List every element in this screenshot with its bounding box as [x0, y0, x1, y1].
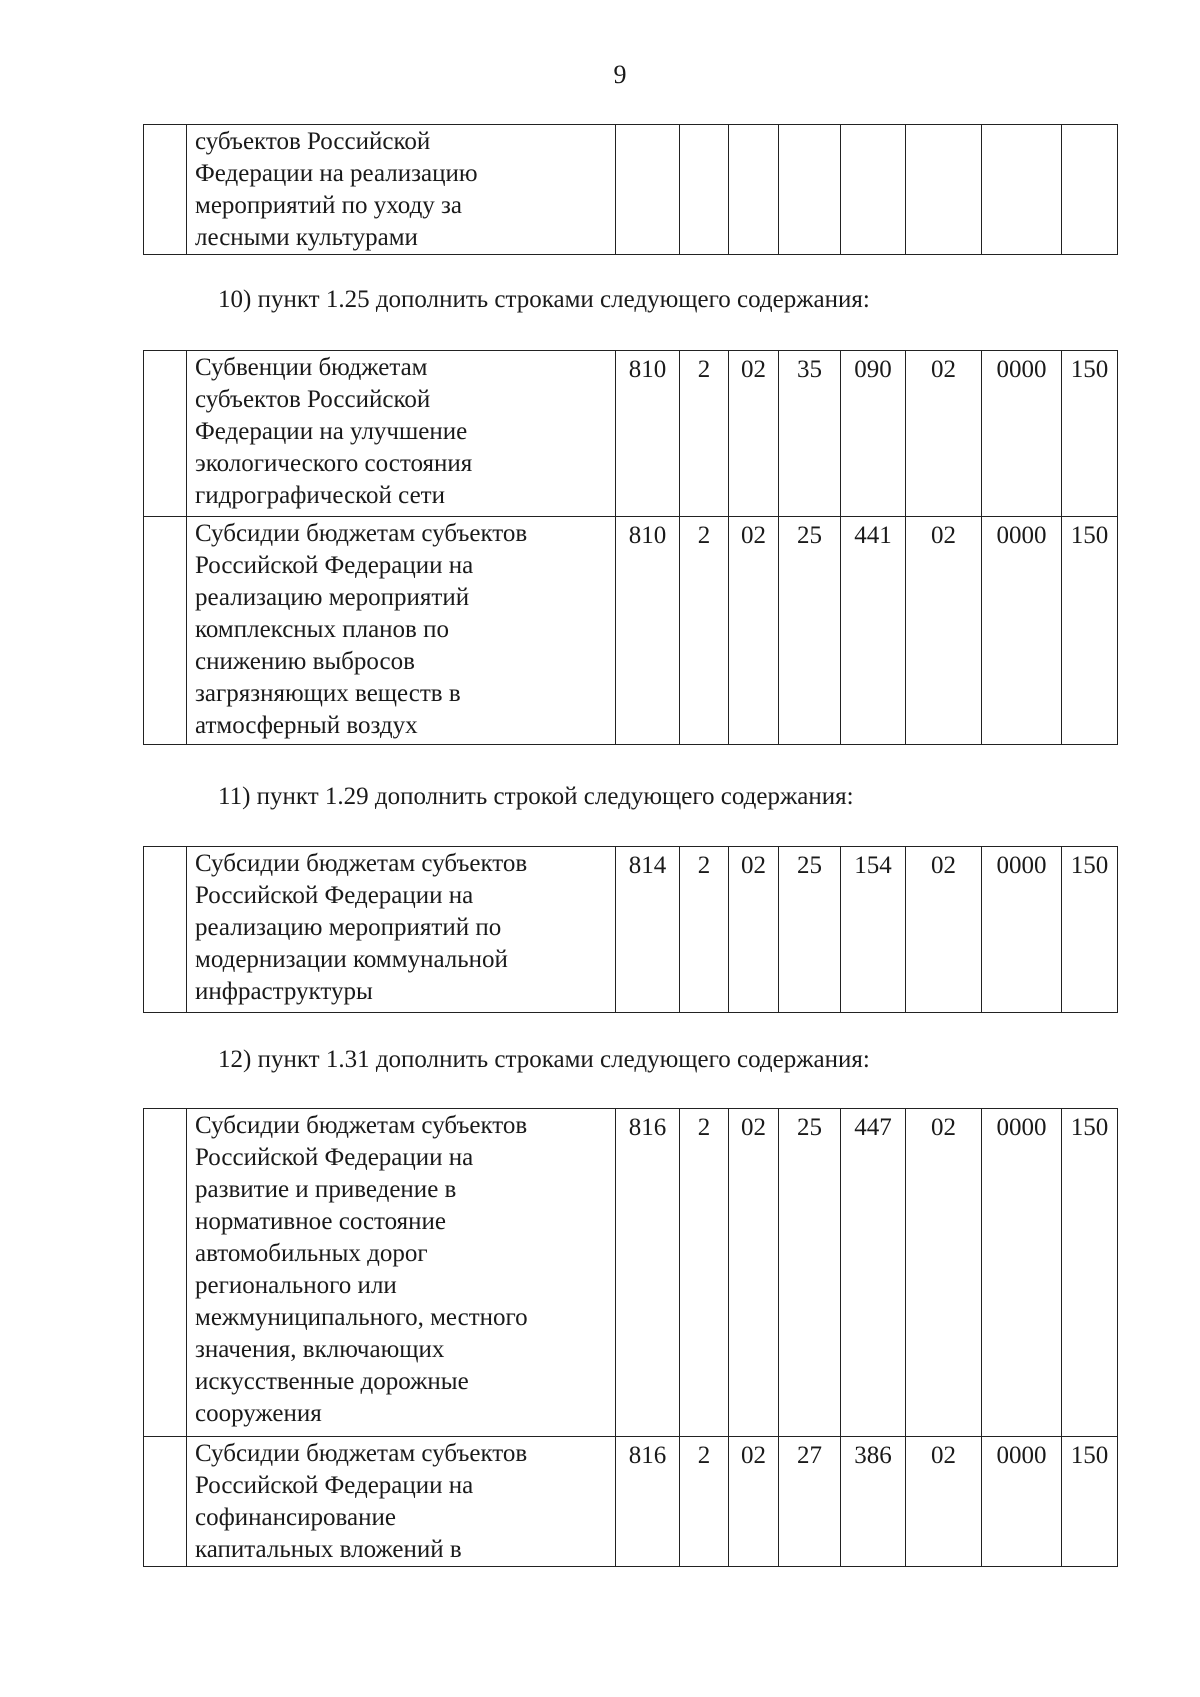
description-line: искусственные дорожные	[195, 1368, 469, 1395]
code-cell	[729, 125, 779, 255]
code-cell: 0000	[982, 1437, 1062, 1567]
code-cell: 02	[729, 517, 779, 745]
table-row	[144, 847, 1118, 1013]
description-cell	[187, 1437, 616, 1567]
code-cell: 810	[616, 351, 680, 517]
description-line: межмуниципального, местного	[195, 1304, 528, 1331]
description-line: Федерации на реализацию	[195, 160, 478, 187]
code-cell: 2	[680, 517, 729, 745]
code-cell: 816	[616, 1437, 680, 1567]
row-index-cell	[144, 125, 187, 255]
description-line: Субсидии бюджетам субъектов	[195, 1440, 528, 1467]
code-cell: 150	[1062, 351, 1118, 517]
code-cell: 25	[779, 1109, 841, 1437]
code-cell: 150	[1062, 1437, 1118, 1567]
description-cell	[187, 1109, 616, 1437]
description-cell	[187, 125, 616, 255]
table-row	[144, 125, 1118, 255]
code-cell	[779, 125, 841, 255]
table-row	[144, 1109, 1118, 1437]
code-cell: 386	[841, 1437, 906, 1567]
code-cell: 816	[616, 1109, 680, 1437]
description-line: реализацию мероприятий	[195, 584, 470, 611]
description-line: гидрографической сети	[195, 482, 445, 509]
description-line: автомобильных дорог	[195, 1240, 428, 1267]
row-index-cell	[144, 847, 187, 1013]
description-line: развитие и приведение в	[195, 1176, 457, 1203]
code-cell: 090	[841, 351, 906, 517]
code-cell: 02	[729, 1109, 779, 1437]
code-cell: 25	[779, 517, 841, 745]
row-index-cell	[144, 351, 187, 517]
description-line: нормативное состояние	[195, 1208, 447, 1235]
page-number: 9	[613, 60, 627, 89]
code-cell: 0000	[982, 847, 1062, 1013]
description-line: Субсидии бюджетам субъектов	[195, 850, 528, 877]
code-cell: 150	[1062, 1109, 1118, 1437]
code-cell: 154	[841, 847, 906, 1013]
table-row	[144, 517, 1118, 745]
code-cell: 0000	[982, 1109, 1062, 1437]
code-cell: 02	[729, 1437, 779, 1567]
code-cell	[1062, 125, 1118, 255]
description-line: софинансирование	[195, 1504, 396, 1531]
code-cell	[616, 125, 680, 255]
code-cell: 814	[616, 847, 680, 1013]
row-index-cell	[144, 517, 187, 745]
description-line: комплексных планов по	[195, 616, 449, 643]
code-cell: 2	[680, 1437, 729, 1567]
code-cell	[680, 125, 729, 255]
code-cell: 02	[906, 351, 982, 517]
row-index-cell	[144, 1109, 187, 1437]
code-cell	[982, 125, 1062, 255]
code-cell: 02	[906, 517, 982, 745]
description-line: Российской Федерации на	[195, 1144, 474, 1171]
row-index-cell	[144, 1437, 187, 1567]
description-line: экологического состояния	[195, 450, 473, 477]
code-cell: 0000	[982, 351, 1062, 517]
code-cell: 0000	[982, 517, 1062, 745]
budget-table-1-29	[143, 846, 1118, 1013]
description-cell	[187, 847, 616, 1013]
description-line: инфраструктуры	[195, 978, 373, 1005]
code-cell	[841, 125, 906, 255]
code-cell: 02	[906, 847, 982, 1013]
code-cell: 02	[729, 847, 779, 1013]
code-cell: 27	[779, 1437, 841, 1567]
paragraph-heading-10: 10) пункт 1.25 дополнить строками следующего содержания:	[218, 286, 870, 313]
code-cell: 2	[680, 1109, 729, 1437]
description-line: Субсидии бюджетам субъектов	[195, 1112, 528, 1139]
description-line: мероприятий по уходу за	[195, 192, 463, 219]
description-line: снижению выбросов	[195, 648, 415, 675]
description-line: лесными культурами	[195, 224, 418, 251]
code-cell: 150	[1062, 847, 1118, 1013]
description-line: атмосферный воздух	[195, 712, 418, 739]
code-cell: 35	[779, 351, 841, 517]
description-line: Федерации на улучшение	[195, 418, 468, 445]
description-line: модернизации коммунальной	[195, 946, 508, 973]
table-row	[144, 351, 1118, 517]
code-cell: 441	[841, 517, 906, 745]
budget-table-1-31	[143, 1108, 1118, 1567]
description-line: Российской Федерации на	[195, 552, 474, 579]
description-line: Субсидии бюджетам субъектов	[195, 520, 528, 547]
paragraph-heading-11: 11) пункт 1.29 дополнить строкой следующего содержания:	[218, 783, 854, 810]
code-cell	[906, 125, 982, 255]
description-line: загрязняющих веществ в	[195, 680, 461, 707]
description-line: реализацию мероприятий по	[195, 914, 502, 941]
code-cell: 02	[906, 1437, 982, 1567]
table-row	[144, 1437, 1118, 1567]
description-line: регионального или	[195, 1272, 397, 1299]
description-line: капитальных вложений в	[195, 1536, 462, 1563]
description-line: Российской Федерации на	[195, 1472, 474, 1499]
code-cell: 25	[779, 847, 841, 1013]
code-cell: 02	[729, 351, 779, 517]
code-cell: 447	[841, 1109, 906, 1437]
description-line: Субвенции бюджетам	[195, 354, 428, 381]
code-cell: 810	[616, 517, 680, 745]
description-cell	[187, 351, 616, 517]
budget-table-continuation	[143, 124, 1118, 255]
budget-table-1-25	[143, 350, 1118, 745]
description-line: Российской Федерации на	[195, 882, 474, 909]
description-line: значения, включающих	[195, 1336, 445, 1363]
code-cell: 02	[906, 1109, 982, 1437]
paragraph-heading-12: 12) пункт 1.31 дополнить строками следующего содержания:	[218, 1046, 870, 1073]
code-cell: 150	[1062, 517, 1118, 745]
code-cell: 2	[680, 847, 729, 1013]
description-line: сооружения	[195, 1400, 322, 1427]
description-cell	[187, 517, 616, 745]
description-line: субъектов Российской	[195, 386, 431, 413]
description-line: субъектов Российской	[195, 128, 431, 155]
code-cell: 2	[680, 351, 729, 517]
